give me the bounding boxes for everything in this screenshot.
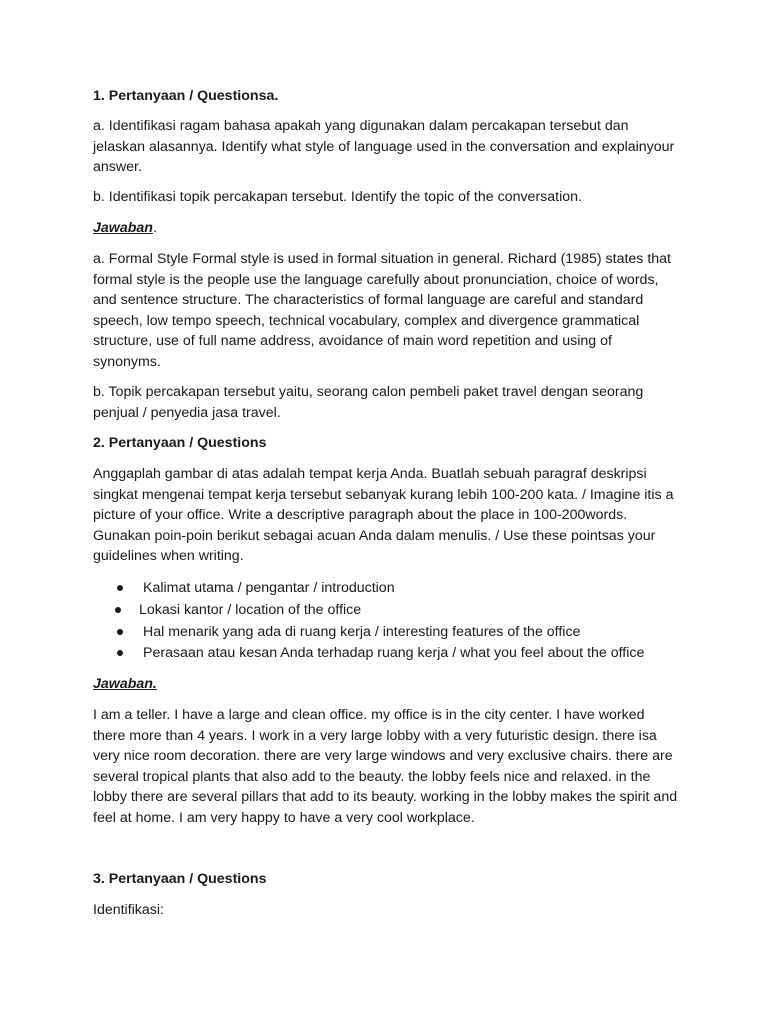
q1-heading: 1. Pertanyaan / Questionsa. <box>93 88 279 104</box>
bullet-icon <box>117 629 123 635</box>
list-item <box>93 600 693 622</box>
list-item <box>93 643 693 665</box>
list-item-text: Lokasi kantor / location of the office <box>139 601 362 618</box>
q1-jawaban-label: Jawaban <box>93 220 153 236</box>
bullet-icon <box>115 607 121 613</box>
q1-item-a: a. Identifikasi ragam bahasa apakah yang digunakan dalam percakapan tersebut dan jelaskan alasannya. Identify what style of language used in the conversation and explainyour answer. <box>93 118 675 176</box>
q2-prompt: Anggaplah gambar di atas adalah tempat kerja Anda. Buatlah sebuah paragraf deskripsi singkat mengenai tempat kerja tersebut sebanyak kurang lebih 100-200 kata. / Imagine itis a picture of your office. Write a descriptive paragraph about the place in 100-200words. Gunakan poin-poin berikut sebagai acuan Anda dalam menulis. / Use these pointsas your guidelines when writing. <box>93 466 674 565</box>
q2-heading: 2. Pertanyaan / Questions <box>93 435 267 451</box>
q1-jawaban <box>93 218 678 239</box>
bullet-icon <box>117 585 123 591</box>
list-item <box>93 578 693 600</box>
q2-jawaban-label: Jawaban. <box>93 676 157 692</box>
bullet-icon <box>117 650 123 656</box>
list-item-text: Perasaan atau kesan Anda terhadap ruang kerja / what you feel about the office <box>143 645 645 662</box>
list-item <box>93 622 693 644</box>
q1-answer-b: b. Topik percakapan tersebut yaitu, seorang calon pembeli paket travel dengan seorang penjual / penyedia jasa travel. <box>93 384 644 421</box>
q1-answer-a: a. Formal Style Formal style is used in formal situation in general. Richard (1985) states that formal style is the people use the language carefully about pronunciation, choice of words, and sentence structure. The characteristics of formal language are careful and standard speech, low tempo speech, technical vocabulary, complex and divergence grammatical structure, use of full name address, avoidance of main word repetition and using of synonyms. <box>93 251 671 370</box>
q2-guideline-list <box>93 578 693 665</box>
q1-item-b: b. Identifikasi topik percakapan tersebut. Identify the topic of the conversation. <box>93 189 582 205</box>
q2-answer: I am a teller. I have a large and clean office. my office is in the city center. I have worked there more than 4 years. I work in a very large lobby with a very futuristic design. there isa very nice room decoration. there are very large windows and very exclusive chairs. there are several tropical plants that also add to the beauty. the lobby feels nice and relaxed. in the lobby there are several pillars that add to its beauty. working in the lobby makes the spirit and feel at home. I am very happy to have a very cool workplace. <box>93 707 678 826</box>
q3-heading: 3. Pertanyaan / Questions <box>93 871 267 887</box>
q3-line: Identifikasi: <box>93 902 164 918</box>
q1-jawaban-suffix: . <box>152 220 157 236</box>
q2-jawaban <box>93 674 678 695</box>
list-item-text: Kalimat utama / pengantar / introduction <box>143 580 395 596</box>
list-item-text: Hal menarik yang ada di ruang kerja / interesting features of the office <box>143 623 581 640</box>
